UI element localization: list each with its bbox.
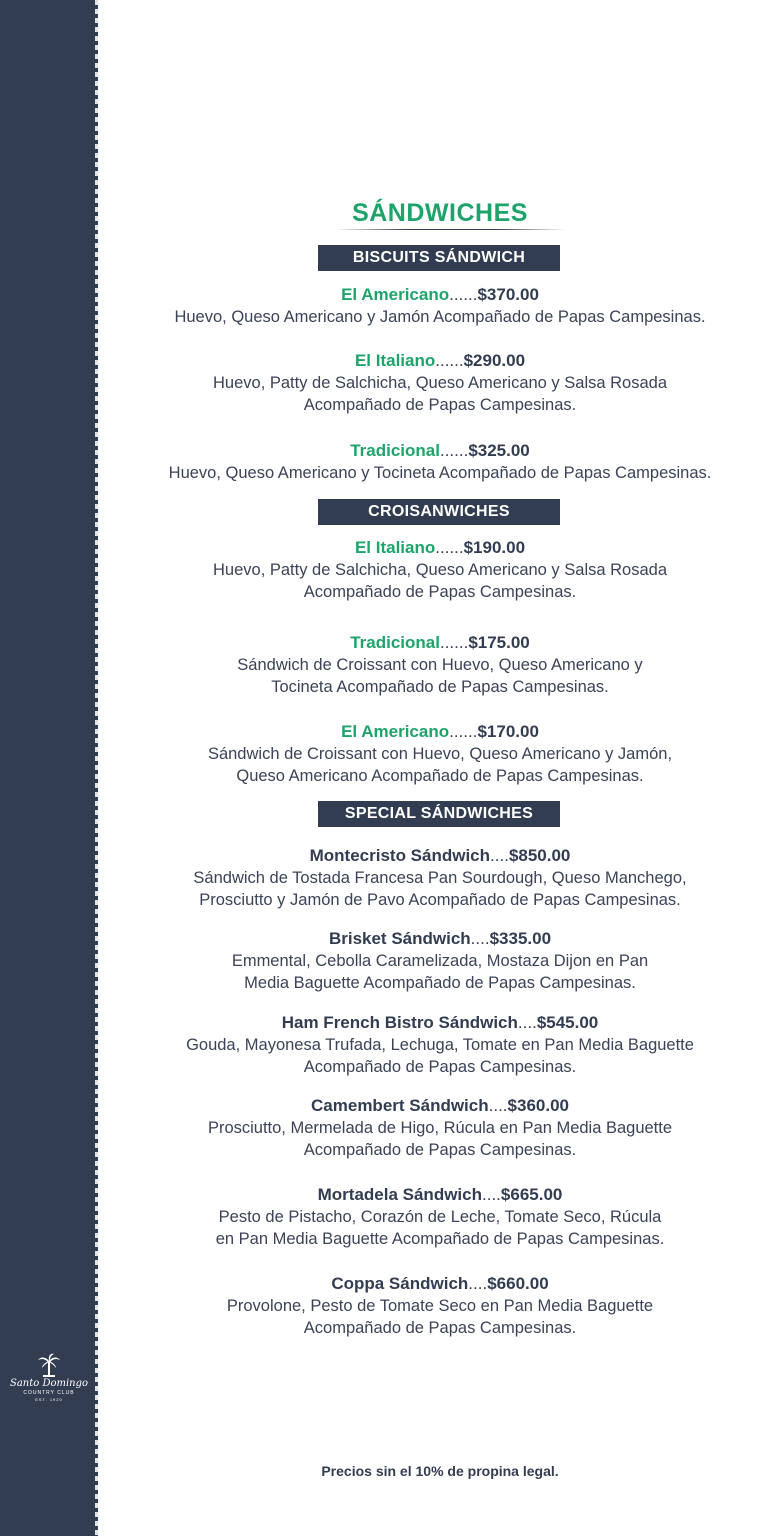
title-divider xyxy=(336,229,566,230)
item-name: El Americano xyxy=(341,285,450,304)
item-description: Emmental, Cebolla Caramelizada, Mostaza Dijon en Pan xyxy=(231,952,649,970)
club-logo xyxy=(8,1352,90,1402)
item-description: Queso Americano Acompañado de Papas Campesinas. xyxy=(236,767,644,785)
item-description: en Pan Media Baguette Acompañado de Papas Campesinas. xyxy=(215,1230,665,1248)
item-name: Mortadela Sándwich xyxy=(317,1185,482,1204)
menu-item xyxy=(98,1012,782,1078)
item-price: $370.00 xyxy=(477,285,539,304)
item-dots: .... xyxy=(490,846,509,865)
item-name: Tradicional xyxy=(350,633,440,652)
item-description: Gouda, Mayonesa Trufada, Lechuga, Tomate en Pan Media Baguette xyxy=(186,1036,694,1054)
item-name: Ham French Bistro Sándwich xyxy=(281,1013,518,1032)
item-description: Acompañado de Papas Campesinas. xyxy=(303,583,577,601)
item-price: $175.00 xyxy=(468,633,530,652)
item-dots: ...... xyxy=(435,351,464,370)
logo-name: COUNTRY CLUB xyxy=(23,1390,75,1396)
item-description: Acompañado de Papas Campesinas. xyxy=(303,1319,577,1337)
item-description: Provolone, Pesto de Tomate Seco en Pan Media Baguette xyxy=(226,1297,654,1315)
section-header-special: SPECIAL SÁNDWICHES xyxy=(318,801,560,827)
item-description: Sándwich de Tostada Francesa Pan Sourdough, Queso Manchego, xyxy=(193,869,687,887)
item-name: Tradicional xyxy=(350,441,440,460)
item-description: Huevo, Queso Americano y Tocineta Acompañado de Papas Campesinas. xyxy=(168,464,712,482)
menu-item xyxy=(98,537,782,603)
sidebar xyxy=(0,0,98,1536)
item-description: Media Baguette Acompañado de Papas Campesinas. xyxy=(244,974,636,992)
item-dots: .... xyxy=(488,1096,508,1115)
item-description: Acompañado de Papas Campesinas. xyxy=(303,1141,577,1159)
item-dots: ...... xyxy=(449,285,478,304)
item-description: Huevo, Queso Americano y Jamón Acompañado de Papas Campesinas. xyxy=(174,308,706,326)
item-price: $335.00 xyxy=(489,929,552,948)
palm-tree-icon xyxy=(36,1352,62,1378)
item-price: $170.00 xyxy=(477,722,539,741)
item-dots: .... xyxy=(470,929,490,948)
section-header-croisanwiches: CROISANWICHES xyxy=(318,499,560,525)
item-description: Huevo, Patty de Salchicha, Queso Americano y Salsa Rosada xyxy=(213,374,667,392)
item-name: Montecristo Sándwich xyxy=(309,846,491,865)
item-description: Acompañado de Papas Campesinas. xyxy=(303,1058,577,1076)
item-price: $660.00 xyxy=(487,1274,549,1293)
item-dots: ...... xyxy=(449,722,478,741)
item-description: Acompañado de Papas Campesinas. xyxy=(303,396,577,414)
menu-item xyxy=(98,440,782,484)
item-price: $850.00 xyxy=(508,846,571,865)
item-name: El Italiano xyxy=(354,351,436,370)
item-name: El Italiano xyxy=(354,538,436,557)
item-description: Prosciutto, Mermelada de Higo, Rúcula en Pan Media Baguette xyxy=(207,1119,673,1137)
item-description: Sándwich de Croissant con Huevo, Queso Americano y xyxy=(237,656,643,674)
menu-item xyxy=(98,928,782,994)
item-description: Prosciutto y Jamón de Pavo Acompañado de Papas Campesinas. xyxy=(199,891,681,909)
logo-script: Santo Domingo xyxy=(9,1378,89,1389)
item-dots: ...... xyxy=(439,441,469,460)
menu-item xyxy=(98,721,782,787)
item-price: $290.00 xyxy=(463,351,526,370)
item-price: $325.00 xyxy=(468,441,530,460)
menu-content xyxy=(98,0,782,1536)
logo-est: EST. 1920 xyxy=(35,1397,63,1402)
item-dots: .... xyxy=(468,1274,488,1293)
menu-item xyxy=(98,1095,782,1161)
item-price: $545.00 xyxy=(536,1013,599,1032)
item-price: $665.00 xyxy=(500,1185,563,1204)
item-dots: .... xyxy=(517,1013,537,1032)
menu-item xyxy=(98,632,782,698)
menu-item xyxy=(98,284,782,328)
menu-item xyxy=(98,1184,782,1250)
item-dots: ...... xyxy=(439,633,469,652)
menu-item xyxy=(98,1273,782,1339)
item-name: Brisket Sándwich xyxy=(328,929,471,948)
item-description: Pesto de Pistacho, Corazón de Leche, Tomate Seco, Rúcula xyxy=(218,1208,662,1226)
item-description: Sándwich de Croissant con Huevo, Queso Americano y Jamón, xyxy=(207,745,673,763)
item-name: Camembert Sándwich xyxy=(311,1096,489,1115)
item-price: $190.00 xyxy=(463,538,526,557)
item-description: Tocineta Acompañado de Papas Campesinas. xyxy=(271,678,609,696)
item-dots: .... xyxy=(482,1185,501,1204)
item-dots: ...... xyxy=(435,538,464,557)
menu-item xyxy=(98,845,782,911)
item-price: $360.00 xyxy=(507,1096,569,1115)
menu-item xyxy=(98,350,782,416)
item-name: Coppa Sándwich xyxy=(331,1274,469,1293)
footer-note: Precios sin el 10% de propina legal. xyxy=(321,1463,559,1479)
page-title: SÁNDWICHES xyxy=(352,199,528,227)
item-description: Huevo, Patty de Salchicha, Queso Americano y Salsa Rosada xyxy=(213,561,667,579)
section-header-biscuits: BISCUITS SÁNDWICH xyxy=(318,245,560,271)
item-name: El Americano xyxy=(341,722,450,741)
